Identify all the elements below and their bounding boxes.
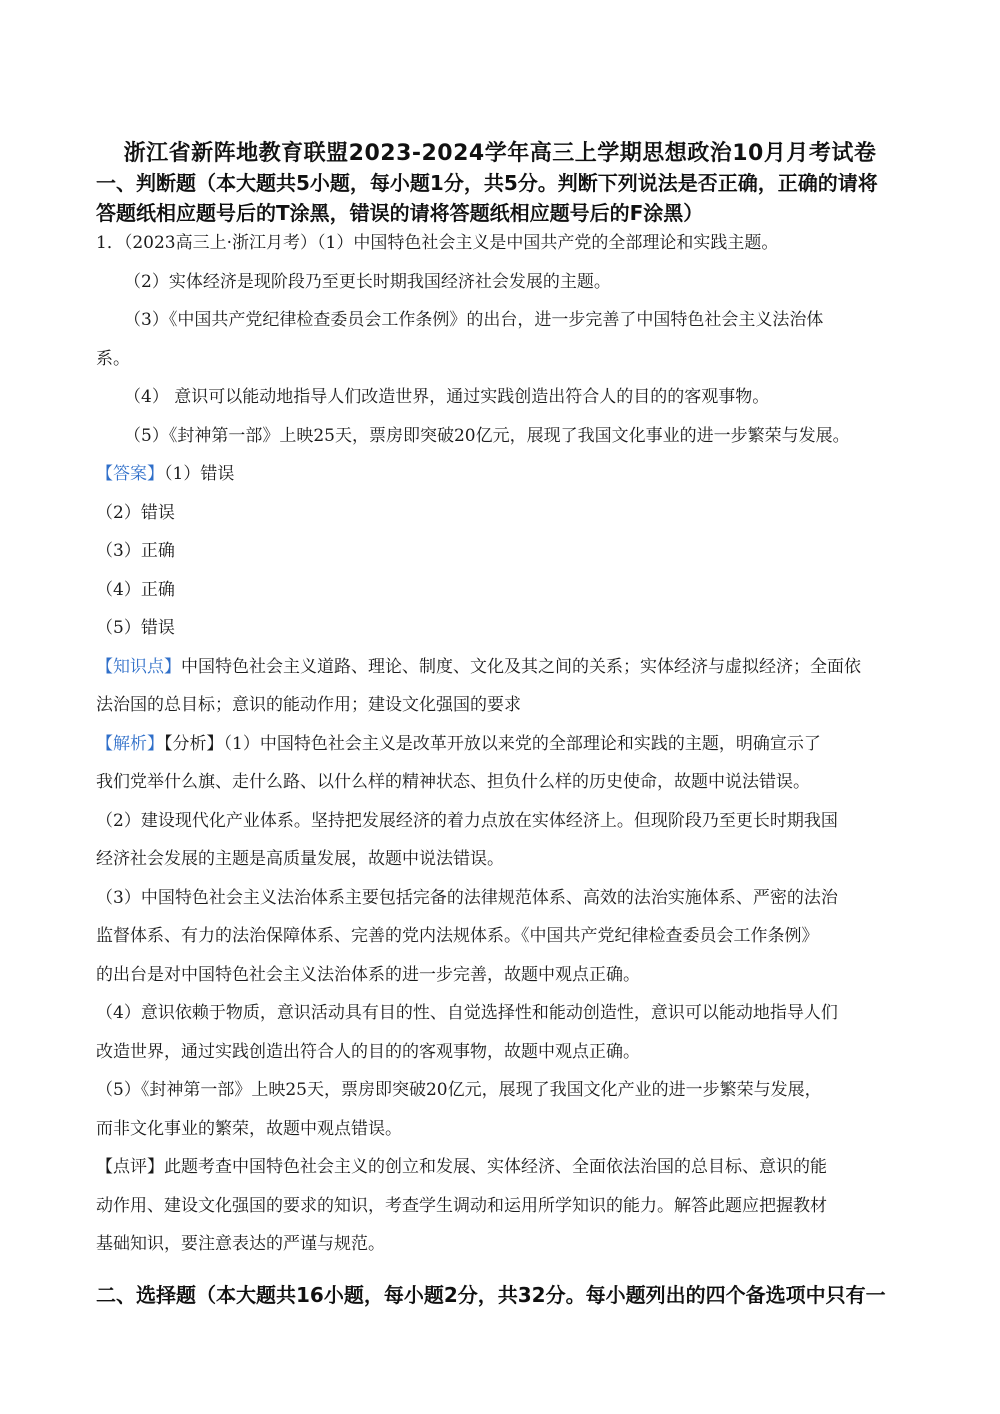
review-label: 【点评】 <box>96 1157 164 1177</box>
question-item-3-line1: （3）《中国共产党纪律检查委员会工作条例》的出台，进一步完善了中国特色社会主义法治体 <box>124 310 824 330</box>
review-text-2: 动作用、建设文化强国的要求的知识，考查学生调动和运用所学知识的能力。解答此题应把握教材 <box>96 1195 827 1216</box>
review-line-1 <box>96 1148 910 1187</box>
answer-label: 【答案】 <box>96 464 164 484</box>
analysis-p4-line2: 改造世界，通过实践创造出符合人的目的的客观事物，故题中观点正确。 <box>96 1041 640 1062</box>
question-source: （2023高三上·浙江月考） <box>123 233 317 253</box>
review-text-3: 基础知识，要注意表达的严谨与规范。 <box>96 1234 385 1254</box>
page-title: 浙江省新阵地教育联盟2023-2024学年高三上学期思想政治10月月考试卷 <box>123 141 877 166</box>
analysis-p3-line1: （3）中国特色社会主义法治体系主要包括完备的法律规范体系、高效的法治实施体系、严密的法治 <box>96 887 838 908</box>
analysis-p3-line2: 监督体系、有力的法治保障体系、完善的党内法规体系。《中国共产党纪律检查委员会工作条例》 <box>96 926 819 946</box>
knowledge-line-1 <box>96 648 910 687</box>
review-text-1: 此题考查中国特色社会主义的创立和发展、实体经济、全面依法治国的总目标、意识的能 <box>164 1157 827 1177</box>
section-1-heading <box>96 168 910 228</box>
answer-3: （3）正确 <box>96 541 175 561</box>
section-2-heading <box>96 1280 910 1310</box>
analysis-p2-line2: 经济社会发展的主题是高质量发展，故题中说法错误。 <box>96 849 504 869</box>
section-1-heading-line1: 一、判断题（本大题共5小题，每小题1分，共5分。判断下列说法是否正确，正确的请将 <box>96 171 878 195</box>
analysis-p1-line2: 我们党举什么旗、走什么路、以什么样的精神状态、担负什么样的历史使命，故题中说法错误。 <box>96 772 810 792</box>
analysis-sub-label: 【分析】 <box>164 733 224 754</box>
answer-4: （4）正确 <box>96 579 175 600</box>
question-item-1: （1）中国特色社会主义是中国共产党的全部理论和实践主题。 <box>317 233 779 253</box>
question-item-4: （4） 意识可以能动地指导人们改造世界，通过实践创造出符合人的目的的客观事物。 <box>124 387 770 407</box>
section-2-heading-line1: 二、选择题（本大题共16小题，每小题2分，共32分。每小题列出的四个备选项中只有一 <box>96 1283 886 1307</box>
answer-1: （1）错误 <box>164 464 235 484</box>
knowledge-text-1: 中国特色社会主义道路、理论、制度、文化及其之间的关系；实体经济与虚拟经济；全面依 <box>181 656 861 677</box>
question-number: 1． <box>96 233 124 253</box>
analysis-line-1 <box>96 725 910 764</box>
knowledge-text-2: 法治国的总目标；意识的能动作用；建设文化强国的要求 <box>96 695 521 715</box>
question-item-2: （2）实体经济是现阶段乃至更长时期我国经济社会发展的主题。 <box>124 271 611 292</box>
analysis-p1-line1: （1）中国特色社会主义是改革开放以来党的全部理论和实践的主题，明确宣示了 <box>223 733 821 754</box>
answer-5: （5）错误 <box>96 618 175 638</box>
question-1 <box>96 224 910 1264</box>
question-item-5: （5）《封神第一部》上映25天，票房即突破20亿元，展现了我国文化事业的进一步繁荣与发展。 <box>124 425 850 446</box>
analysis-p4-line1: （4）意识依赖于物质，意识活动具有目的性、自觉选择性和能动创造性，意识可以能动地指导人们 <box>96 1003 838 1023</box>
answer-line-1 <box>96 455 910 494</box>
analysis-p5-line1: （5）《封神第一部》上映25天，票房即突破20亿元，展现了我国文化产业的进一步繁荣与发展， <box>96 1080 822 1100</box>
analysis-p3-line3: 的出台是对中国特色社会主义法治体系的进一步完善，故题中观点正确。 <box>96 964 640 985</box>
section-1-heading-line2: 答题纸相应题号后的T涂黑，错误的请将答题纸相应题号后的F涂黑） <box>96 201 704 225</box>
knowledge-label: 【知识点】 <box>96 656 181 677</box>
question-item-3-line2: 系。 <box>96 348 130 369</box>
answer-2: （2）错误 <box>96 502 175 523</box>
question-1-first-line <box>96 224 910 263</box>
analysis-p2-line1: （2）建设现代化产业体系。坚持把发展经济的着力点放在实体经济上。但现阶段乃至更长时期我国 <box>96 810 838 831</box>
analysis-label: 【解析】 <box>96 733 164 754</box>
analysis-p5-line2: 而非文化事业的繁荣，故题中观点错误。 <box>96 1118 402 1139</box>
